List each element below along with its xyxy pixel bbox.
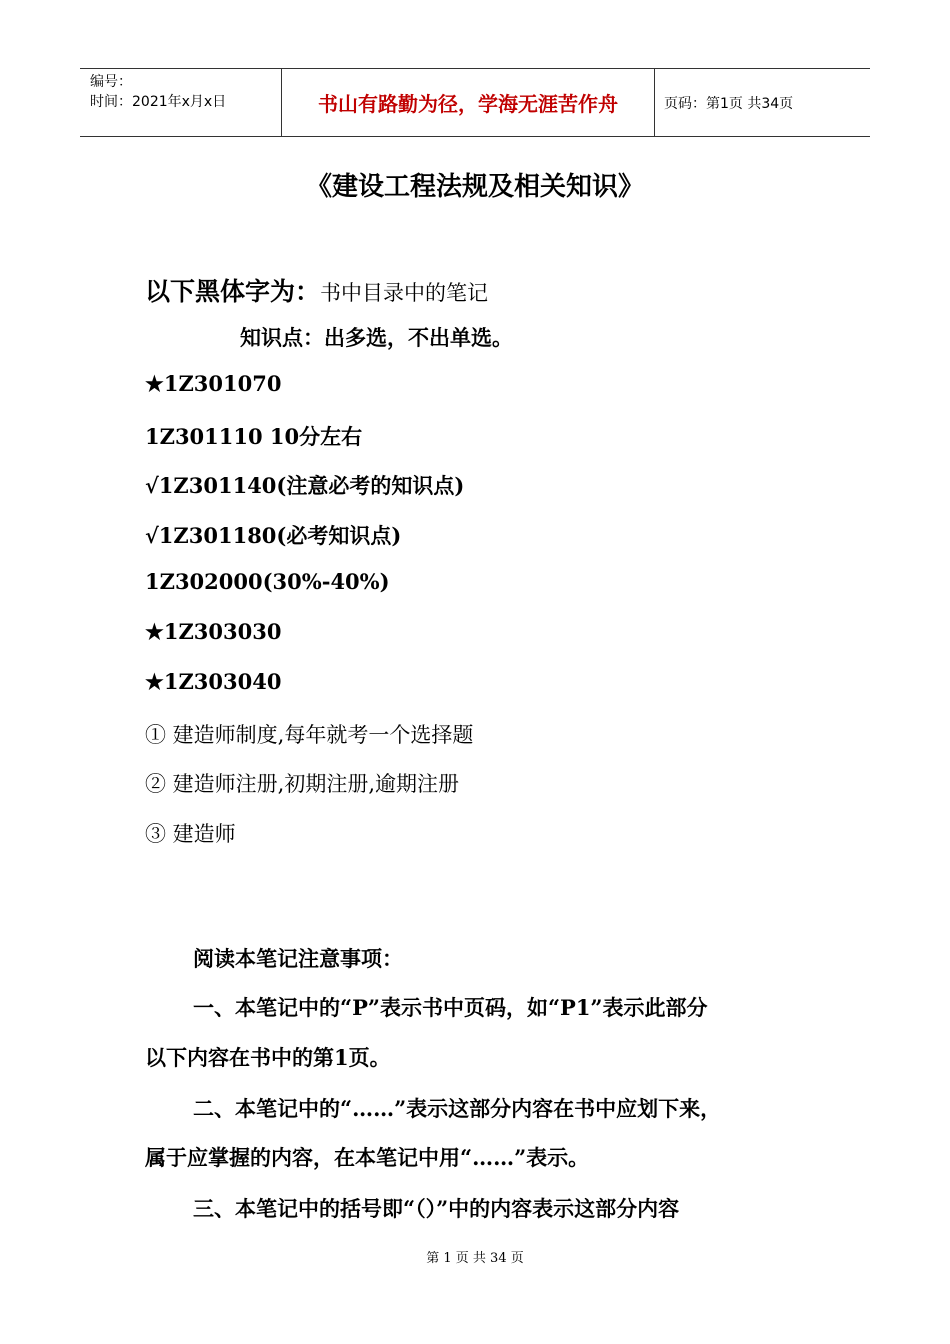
header-top-rule <box>80 68 870 69</box>
notes-paragraph-2-cont: 属于应掌握的内容，在本笔记中用“……”表示。 <box>145 1145 590 1170</box>
header-page-info: 页码：第1页 共34页 <box>664 96 794 112</box>
notes-paragraph-3: 三、本笔记中的括号即“（）”中的内容表示这部分内容 <box>193 1196 680 1221</box>
intro-lead-rest: 书中目录中的笔记 <box>320 281 489 305</box>
header-motto: 书山有路勤为径，学海无涯苦作舟 <box>318 92 618 116</box>
notes-paragraph-2: 二、本笔记中的“……”表示这部分内容在书中应划下来， <box>193 1096 722 1121</box>
list-item: √1Z301140(注意必考的知识点) <box>145 473 465 498</box>
knowledge-note: 知识点：出多选，不出单选。 <box>240 325 513 350</box>
header-left-cell <box>90 72 226 112</box>
page-footer: 第 1 页 共 34 页 <box>426 1251 524 1266</box>
list-item: 1Z301110 10分左右 <box>145 424 363 449</box>
document-title: 《建设工程法规及相关知识》 <box>305 172 644 202</box>
list-item: √1Z301180(必考知识点) <box>145 523 402 548</box>
numbered-item: ③ 建造师 <box>145 822 236 846</box>
list-item: ★1Z303030 <box>145 619 282 644</box>
list-item: ★1Z301070 <box>145 371 282 396</box>
header-number-label: 编号： <box>90 74 132 90</box>
header-bottom-rule <box>80 136 870 137</box>
header-time-label: 时间：2021年x月x日 <box>90 94 227 110</box>
list-item: 1Z302000(30%-40%) <box>145 569 390 594</box>
notes-paragraph-1-cont: 以下内容在书中的第1页。 <box>145 1045 391 1070</box>
notes-heading: 阅读本笔记注意事项： <box>193 946 403 971</box>
intro-line <box>145 272 488 308</box>
header-divider-right <box>654 68 655 136</box>
numbered-item: ① 建造师制度,每年就考一个选择题 <box>145 723 474 747</box>
intro-lead: 以下黑体字为： <box>145 277 321 306</box>
numbered-item: ② 建造师注册,初期注册,逾期注册 <box>145 772 460 796</box>
notes-paragraph-1: 一、本笔记中的“P”表示书中页码，如“P1”表示此部分 <box>193 995 708 1020</box>
list-item: ★1Z303040 <box>145 669 282 694</box>
